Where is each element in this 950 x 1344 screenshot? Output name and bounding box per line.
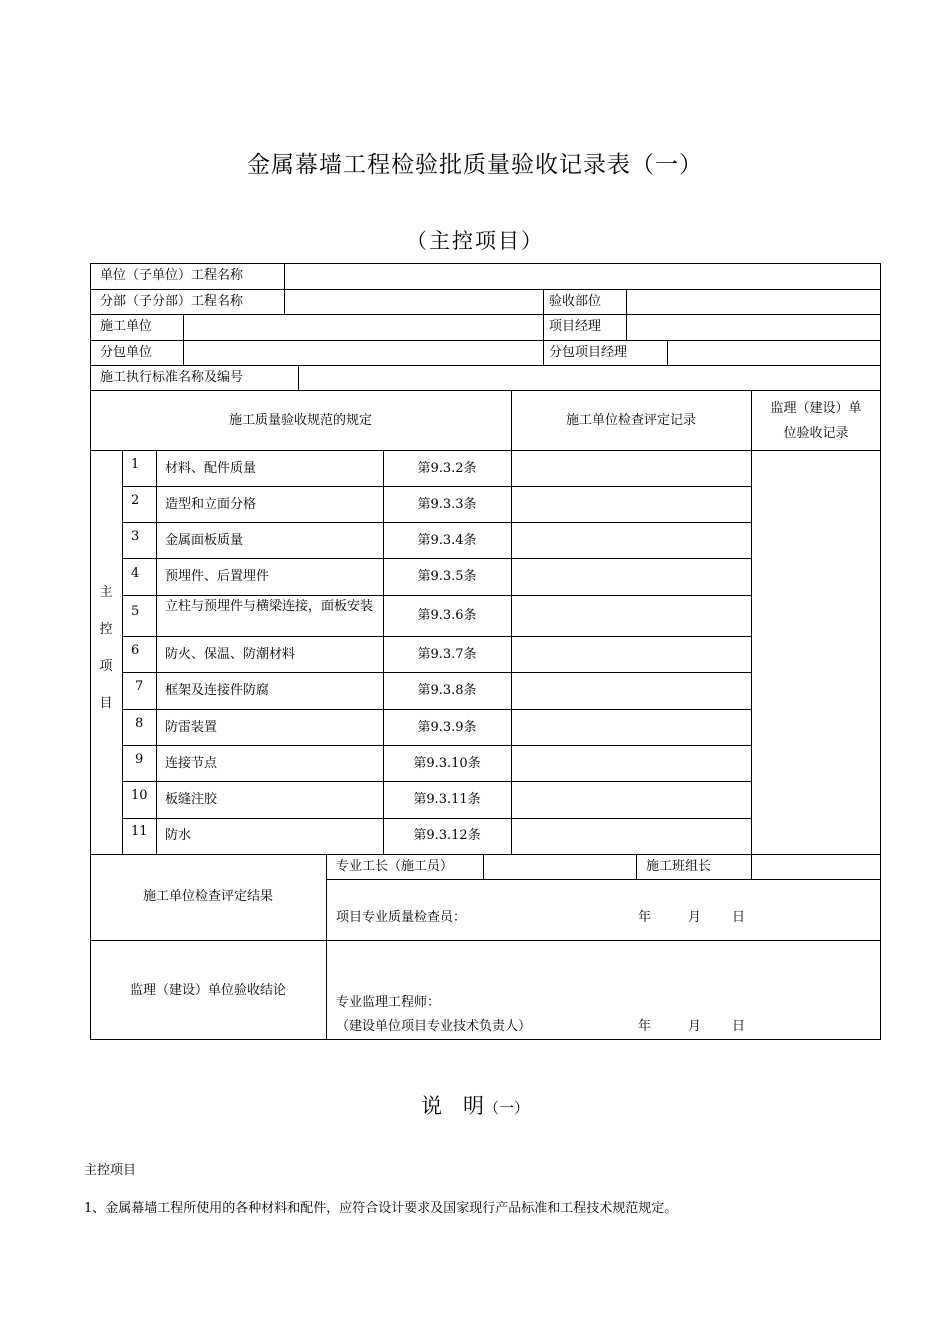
acceptance-part-label: 验收部位 [549, 294, 602, 309]
project-name-field[interactable] [286, 265, 878, 288]
notes-title: 说 明（一） [420, 1094, 529, 1118]
standard-field[interactable] [300, 367, 878, 389]
notes-section-heading: 主控项目 [84, 1163, 137, 1178]
item-name: 板缝注胶 [165, 792, 218, 807]
item-name: 预埋件、后置埋件 [165, 569, 270, 584]
engineer-label: 专业监理工程师： [336, 995, 441, 1010]
project-manager-label: 项目经理 [549, 319, 602, 334]
project-manager-field[interactable] [628, 316, 878, 339]
item-clause: 第9.3.9条 [417, 720, 477, 735]
item-name: 防火、保温、防潮材料 [165, 647, 296, 662]
item-number: 8 [135, 716, 144, 731]
subcontractor-label: 分包单位 [100, 345, 153, 360]
construction-unit-label: 施工单位 [100, 319, 153, 334]
spec-column-header: 施工质量验收规范的规定 [228, 413, 372, 428]
item-name: 造型和立面分格 [165, 497, 257, 512]
result-month: 月 [688, 910, 702, 925]
subcontract-manager-label: 分包项目经理 [549, 345, 628, 360]
item-number: 1 [131, 457, 140, 472]
inspector-label: 项目专业质量检查员： [336, 910, 467, 925]
group-label: 主 控 项 目 [99, 585, 113, 711]
check-record-column-header: 施工单位检查评定记录 [565, 413, 696, 428]
subcontract-manager-field[interactable] [669, 342, 878, 364]
form-subtitle: （主控项目） [406, 229, 544, 253]
foreman-label: 专业工长（施工员） [336, 859, 454, 874]
notes-line-1: 1、金属幕墙工程所使用的各种材料和配件，应符合设计要求及国家现行产品标准和工程技术规范规定。 [84, 1201, 678, 1216]
team-leader-label: 施工班组长 [646, 859, 712, 874]
conclusion-month: 月 [688, 1019, 702, 1034]
conclusion-label: 监理（建设）单位验收结论 [129, 983, 286, 998]
item-name: 防水 [165, 828, 192, 843]
item-clause: 第9.3.3条 [417, 497, 477, 512]
item-name: 防雷装置 [165, 720, 218, 735]
item-clause: 第9.3.8条 [417, 683, 477, 698]
result-label: 施工单位检查评定结果 [142, 889, 273, 904]
item-clause: 第9.3.6条 [417, 608, 477, 623]
item-number: 3 [131, 529, 140, 544]
item-name: 金属面板质量 [165, 533, 244, 548]
item-number: 6 [131, 643, 140, 658]
sub-project-field[interactable] [286, 291, 541, 313]
project-name-label: 单位（子单位）工程名称 [100, 268, 244, 283]
standard-label: 施工执行标准名称及编号 [100, 370, 244, 385]
item-clause: 第9.3.7条 [417, 647, 477, 662]
construction-unit-field[interactable] [185, 316, 541, 339]
item-clause: 第9.3.12条 [413, 828, 481, 843]
result-day: 日 [732, 910, 746, 925]
conclusion-day: 日 [732, 1019, 746, 1034]
subcontractor-field[interactable] [185, 342, 541, 364]
item-number: 4 [131, 566, 140, 581]
item-number: 5 [131, 604, 140, 619]
item-clause: 第9.3.2条 [417, 461, 477, 476]
item-name: 材料、配件质量 [165, 461, 257, 476]
item-name: 框架及连接件防腐 [165, 683, 270, 698]
item-clause: 第9.3.11条 [413, 792, 481, 807]
sub-project-label: 分部（子分部）工程名称 [100, 294, 244, 309]
form-title: 金属幕墙工程检验批质量验收记录表（一） [247, 152, 703, 178]
acceptance-part-field[interactable] [628, 291, 878, 313]
item-number: 9 [135, 752, 144, 767]
supervision-column-header-line1: 监理（建设）单 [770, 401, 862, 416]
supervision-column-header-line2: 位验收记录 [783, 426, 849, 441]
item-number: 10 [131, 788, 148, 803]
item-clause: 第9.3.4条 [417, 533, 477, 548]
item-number: 11 [131, 824, 148, 839]
owner-rep-label: （建设单位项目专业技术负责人） [336, 1019, 532, 1034]
item-number: 2 [131, 493, 140, 508]
item-name: 立柱与预埋件与横梁连接，面板安装 [165, 599, 374, 614]
item-clause: 第9.3.5条 [417, 569, 477, 584]
item-name: 连接节点 [165, 756, 218, 771]
item-number: 7 [135, 679, 144, 694]
item-clause: 第9.3.10条 [413, 756, 481, 771]
result-year: 年 [638, 910, 652, 925]
conclusion-year: 年 [638, 1019, 652, 1034]
